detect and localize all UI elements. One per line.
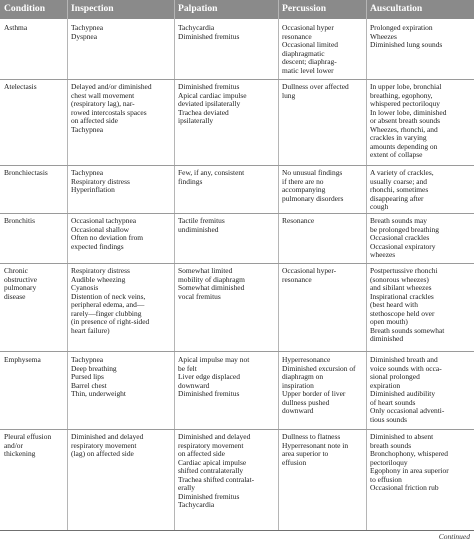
cell-auscultation: Prolonged expiration Wheezes Diminished lung sounds <box>370 23 443 50</box>
cell-inspection: Tachypnea Respiratory distress Hyperinflation <box>71 168 130 195</box>
cell-condition: Chronic obstructive pulmonary disease <box>4 266 38 301</box>
cell-percussion: Occasional hyper- resonance <box>282 266 337 284</box>
cell-palpation: Tachycardia Diminished fremitus <box>178 23 240 41</box>
header-condition: Condition <box>4 3 46 14</box>
cell-condition: Bronchitis <box>4 216 35 225</box>
row-divider <box>0 263 474 264</box>
header-auscultation: Auscultation <box>370 3 423 14</box>
cell-palpation: Few, if any, consistent findings <box>178 168 245 186</box>
cell-palpation: Apical impulse may not be felt Liver edge displaced downward Diminished fremitus <box>178 355 250 399</box>
cell-palpation: Somewhat limited mobility of diaphragm Somewhat diminished vocal fremitus <box>178 266 245 301</box>
cell-condition: Bronchiectasis <box>4 168 48 177</box>
cell-condition: Asthma <box>4 23 28 32</box>
cell-auscultation: Diminished to absent breath sounds Bronchophony, whispered pectoriloquy Egophony in area superior to effusion Occasional friction rub <box>370 432 449 493</box>
cell-auscultation: Diminished breath and voice sounds with occa- sional prolonged expiration Diminished audibility of heart sounds Only occasional adventi- tious sounds <box>370 355 445 424</box>
cell-inspection: Tachypnea Dyspnea <box>71 23 104 41</box>
cell-inspection: Delayed and/or diminished chest wall movement (respiratory lag), nar- rowed intercostals spaces on affected side Tachypnea <box>71 82 152 134</box>
cell-percussion: Resonance <box>282 216 315 225</box>
row-divider <box>0 79 474 80</box>
cell-auscultation: A variety of crackles, usually coarse; and rhonchi, sometimes disappearing after cough <box>370 168 434 212</box>
row-divider <box>0 429 474 430</box>
cell-inspection: Tachypnea Deep breathing Pursed lips Barrel chest Thin, underweight <box>71 355 126 399</box>
continued-label: Continued <box>438 532 470 541</box>
cell-condition: Emphysema <box>4 355 41 364</box>
cell-auscultation: Breath sounds may be prolonged breathing Occasional crackles Occasional expiratory wheezes <box>370 216 439 260</box>
header-percussion: Percussion <box>282 3 327 14</box>
header-palpation: Palpation <box>178 3 218 14</box>
cell-percussion: Dullness over affected lung <box>282 82 349 100</box>
table-bottom-rule <box>0 530 474 531</box>
cell-inspection: Respiratory distress Audible wheezing Cyanosis Distention of neck veins, peripheral edema, and— rarely—finger clubbing (in presence of right-sided heart failure) <box>71 266 150 335</box>
header-inspection: Inspection <box>71 3 114 14</box>
cell-percussion: No unusual findings if there are no accompanying pulmonary disorders <box>282 168 344 203</box>
cell-auscultation: Postpertussive rhonchi (sonorous wheezes) and sibilant wheezes Inspirational crackles (best heard with stethoscope held over open mouth) Breath sounds somewhat diminished <box>370 266 445 344</box>
cell-palpation: Diminished fremitus Apical cardiac impulse deviated ipsilaterally Trachea deviated ipsilaterally <box>178 82 247 126</box>
cell-condition: Atelectasis <box>4 82 37 91</box>
row-divider <box>0 351 474 352</box>
cell-inspection: Occasional tachypnea Occasional shallow Often no deviation from expected findings <box>71 216 144 251</box>
cell-palpation: Tactile fremitus undiminished <box>178 216 225 234</box>
cell-percussion: Hyperresonance Diminished excursion of diaphragm on inspiration Upper border of liver dullness pushed downward <box>282 355 356 416</box>
cell-auscultation: In upper lobe, bronchial breathing, egophony, whispered pectoriloquy In lower lobe, diminished or absent breath sounds Wheezes, rhonchi, and crackles in varying amounts depending on extent of collapse <box>370 82 447 160</box>
row-divider <box>0 165 474 166</box>
cell-inspection: Diminished and delayed respiratory movement (lag) on affected side <box>71 432 144 459</box>
table-header <box>0 0 474 19</box>
cell-percussion: Dullness to flatness Hyperresonant note in area superior to effusion <box>282 432 349 467</box>
cell-condition: Pleural effusion and/or thickening <box>4 432 52 459</box>
row-divider <box>0 213 474 214</box>
cell-palpation: Diminished and delayed respiratory movement on affected side Cardiac apical impulse shifted contralaterally Trachea shifted contralat- erally Diminished fremitus Tachycardia <box>178 432 255 510</box>
cell-percussion: Occasional hyper resonance Occasional limited diaphragmatic descent; diaphrag- matic level lower <box>282 23 338 75</box>
